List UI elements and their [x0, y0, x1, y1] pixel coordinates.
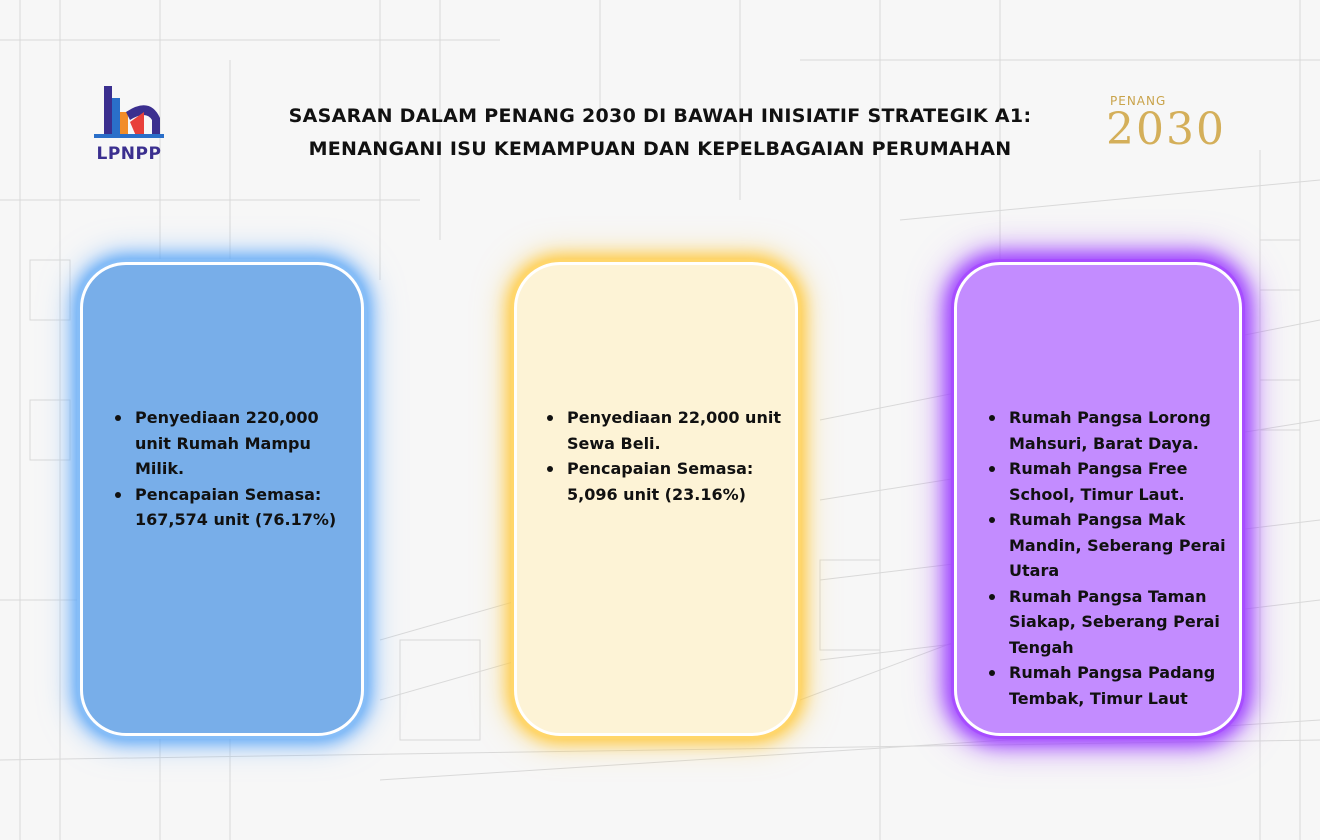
- penang-logo-year: 2030: [1106, 104, 1226, 155]
- lpnpp-logo-text: LPNPP: [96, 144, 162, 164]
- card-rumah-pangsa: [954, 262, 1242, 736]
- lpnpp-logo: [84, 82, 174, 176]
- list-item: Pencapaian Semasa: 5,096 unit (23.16%): [547, 456, 787, 507]
- penang-logo-small-text: PENANG: [1110, 94, 1167, 108]
- card-rumah-mampu-milik: [80, 262, 364, 736]
- list-item: Rumah Pangsa Taman Siakap, Seberang Perai Tengah: [989, 584, 1233, 661]
- card-purple-list: [989, 405, 1233, 711]
- list-item: Penyediaan 220,000 unit Rumah Mampu Milik.: [115, 405, 349, 482]
- title-line-2: MENANGANI ISU KEMAMPUAN DAN KEPELBAGAIAN PERUMAHAN: [308, 138, 1012, 160]
- page-title: [230, 100, 1090, 166]
- list-item: Rumah Pangsa Padang Tembak, Timur Laut: [989, 660, 1233, 711]
- card-sewa-beli: [514, 262, 798, 736]
- list-item: Pencapaian Semasa: 167,574 unit (76.17%): [115, 482, 349, 533]
- penang-2030-logo: [1106, 94, 1246, 164]
- lpnpp-building-icon: [90, 82, 168, 144]
- card-yellow-list: [547, 405, 787, 507]
- list-item: Rumah Pangsa Mak Mandin, Seberang Perai Utara: [989, 507, 1233, 584]
- title-line-1: SASARAN DALAM PENANG 2030 DI BAWAH INISIATIF STRATEGIK A1:: [288, 105, 1032, 127]
- list-item: Rumah Pangsa Lorong Mahsuri, Barat Daya.: [989, 405, 1233, 456]
- list-item: Rumah Pangsa Free School, Timur Laut.: [989, 456, 1233, 507]
- list-item: Penyediaan 22,000 unit Sewa Beli.: [547, 405, 787, 456]
- card-blue-list: [115, 405, 349, 533]
